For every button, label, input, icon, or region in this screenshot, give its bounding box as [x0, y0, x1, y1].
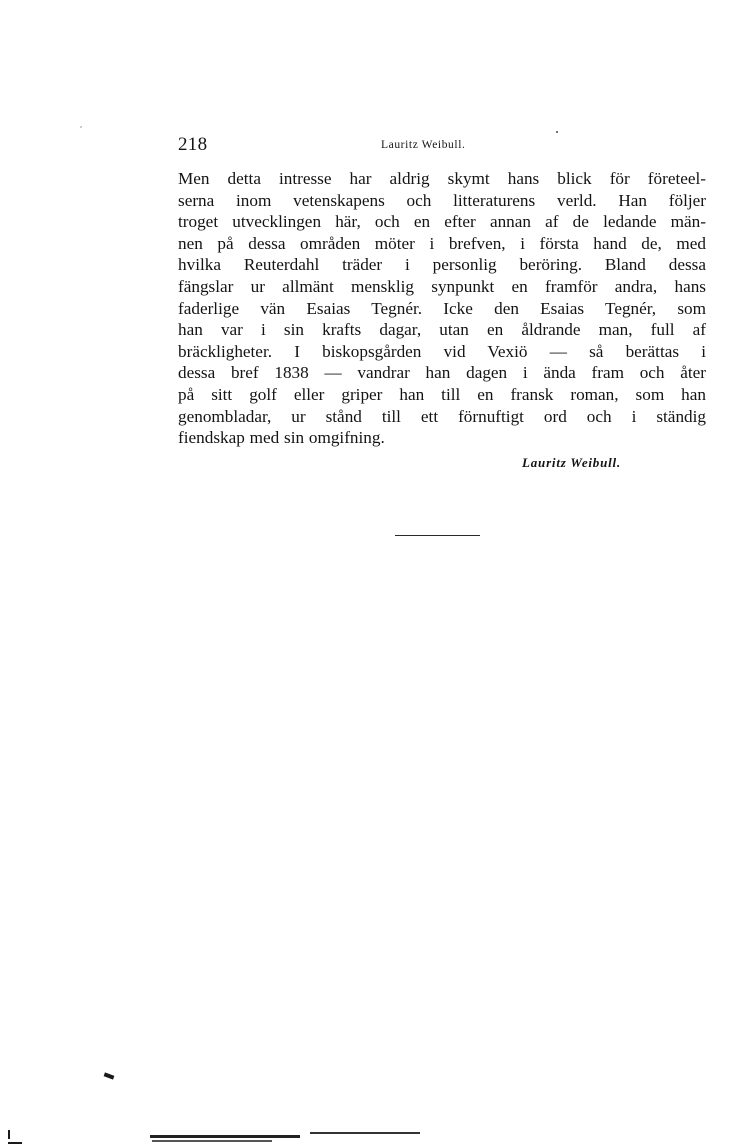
text-line: han var i sin krafts dagar, utan en åldrande man, full af [178, 320, 706, 340]
scan-artifact [8, 1142, 22, 1144]
author-signature: Lauritz Weibull. [522, 455, 622, 470]
text-line: på sitt golf eller griper han till en fransk roman, som han [178, 384, 706, 404]
scan-artifact [8, 1130, 10, 1139]
text-line: troget utvecklingen här, och en efter annan af de ledande män- [178, 212, 706, 232]
text-line: Men detta intresse har aldrig skymt hans blick för företeel- [178, 169, 706, 188]
text-line: serna inom vetenskapens och litteraturens verld. Han följer [178, 190, 706, 210]
text-line: faderlige vän Esaias Tegnér. Icke den Esaias Tegnér, som [178, 298, 706, 318]
scan-edge-line [150, 1135, 300, 1138]
text-line: genombladar, ur stånd till ett förnuftigt ord och i ständig [178, 406, 706, 426]
scan-edge-line [152, 1140, 272, 1142]
section-end-rule [395, 535, 480, 536]
scan-speck [556, 131, 558, 133]
running-head: Lauritz Weibull. [381, 139, 466, 151]
body-paragraph [178, 168, 706, 449]
page-number: 218 [178, 134, 208, 155]
text-line: dessa bref 1838 — vandrar han dagen i ända fram och åter [178, 363, 706, 383]
text-line: nen på dessa områden möter i brefven, i första hand de, med [178, 233, 706, 253]
text-line: fiendskap med sin omgifning. [178, 428, 385, 448]
text-line: fängslar ur allmänt mensklig synpunkt en framför andra, hans [178, 276, 706, 296]
text-line: bräckligheter. I biskopsgården vid Vexiö — så berättas i [178, 341, 706, 361]
scan-edge-line [310, 1132, 420, 1134]
text-line: hvilka Reuterdahl träder i personlig beröring. Bland dessa [178, 255, 706, 275]
scan-speck [80, 126, 82, 128]
scan-artifact [104, 1072, 115, 1079]
